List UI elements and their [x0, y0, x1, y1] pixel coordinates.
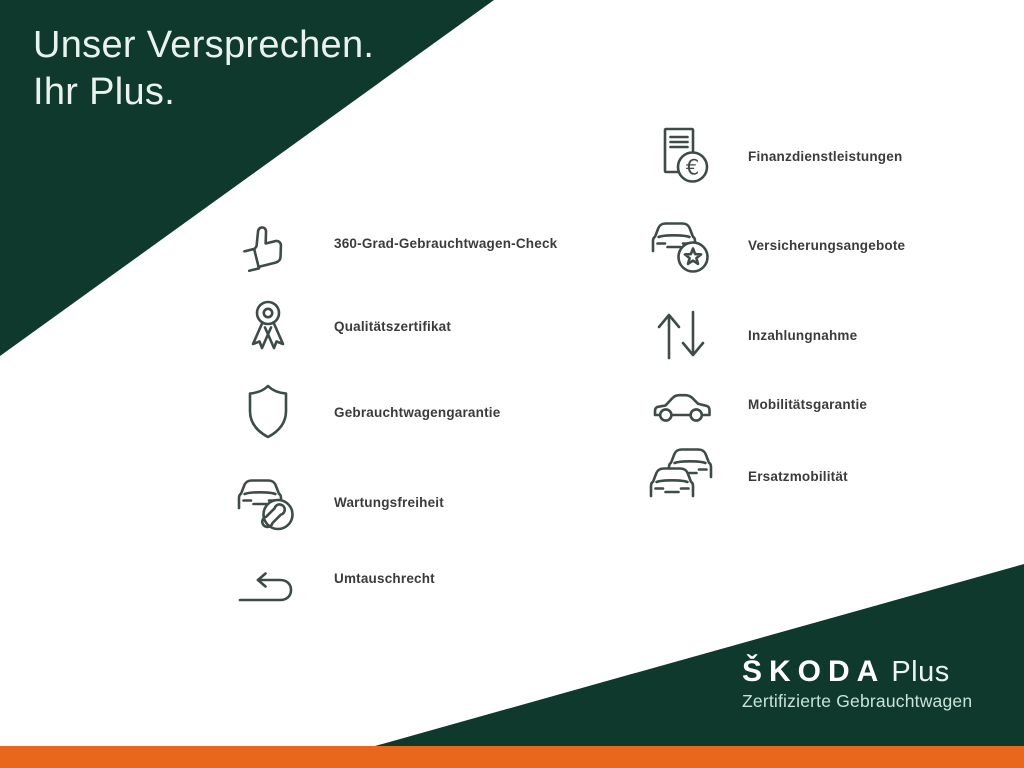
skoda-plus-logo — [742, 655, 972, 712]
page-title — [33, 22, 374, 116]
service-item — [648, 211, 905, 279]
service-label: 360-Grad-Gebrauchtwagen-Check — [334, 235, 558, 251]
service-label: Umtauschrecht — [334, 570, 435, 586]
brand-suffix: Plus — [891, 656, 950, 688]
car-side-icon — [648, 370, 716, 438]
service-item — [234, 468, 444, 536]
service-item — [648, 442, 848, 510]
service-label: Mobilitätsgarantie — [748, 396, 868, 412]
service-item — [234, 378, 500, 446]
orange-accent-bar — [0, 746, 1024, 768]
service-label: Finanzdienstleistungen — [748, 148, 903, 164]
service-label: Versicherungsangebote — [748, 237, 906, 253]
service-item — [648, 122, 902, 190]
service-label: Qualitätszertifikat — [334, 318, 452, 334]
service-label: Ersatzmobilität — [748, 468, 848, 484]
brand-wordmark: ŠKODA — [742, 655, 886, 688]
brand-subtitle: Zertifizierte Gebrauchtwagen — [742, 691, 973, 711]
service-label: Wartungsfreiheit — [334, 494, 444, 510]
page-title-line1: Unser Versprechen. — [33, 24, 375, 66]
two-cars-icon — [648, 442, 716, 510]
car-star-icon — [648, 211, 716, 279]
service-label: Gebrauchtwagengarantie — [334, 404, 501, 420]
page-title-line2: Ihr Plus. — [33, 71, 176, 113]
euro-glyph: € — [685, 155, 700, 180]
return-arrow-icon — [234, 544, 302, 612]
service-item — [234, 544, 435, 612]
car-wrench-icon — [234, 468, 302, 536]
service-item — [648, 370, 867, 438]
service-item — [234, 292, 451, 360]
document-euro-icon — [648, 122, 716, 190]
shield-icon — [234, 378, 302, 446]
service-item — [234, 209, 557, 277]
award-ribbon-icon — [234, 292, 302, 360]
green-footer-wedge — [0, 560, 1024, 746]
thumbs-up-icon — [234, 209, 302, 277]
service-label: Inzahlungnahme — [748, 327, 858, 343]
service-item — [648, 301, 857, 369]
arrows-up-down-icon — [648, 301, 716, 369]
